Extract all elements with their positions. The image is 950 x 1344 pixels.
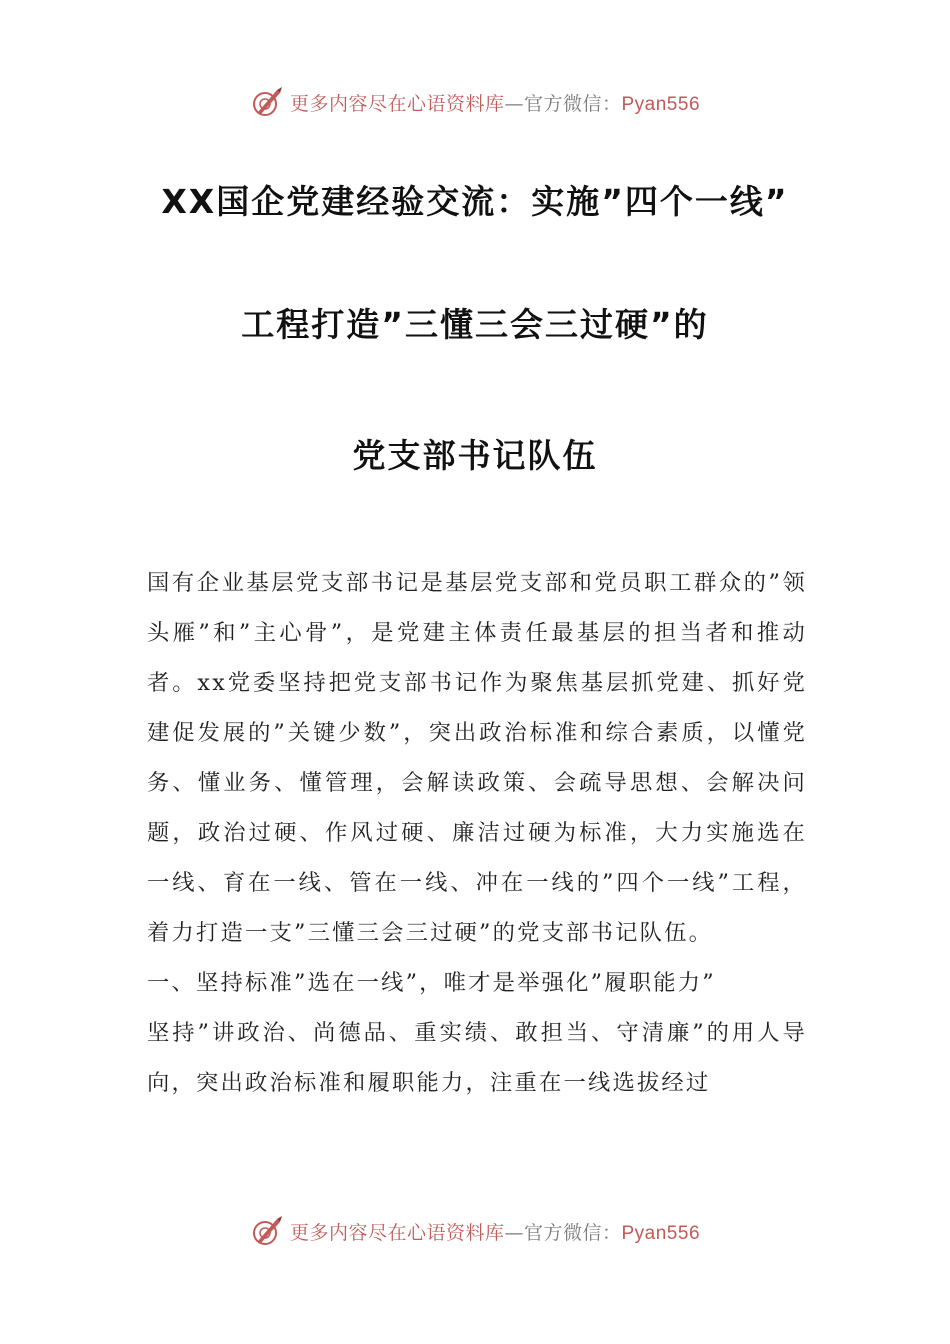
quill-pen-icon bbox=[250, 1214, 284, 1248]
header-watermark bbox=[0, 82, 950, 122]
watermark-text: 更多内容尽在心语资料库—官方微信：Pyan556 bbox=[289, 1221, 701, 1244]
intro-paragraph: 国有企业基层党支部书记是基层党支部和党员职工群众的”领头雁”和”主心骨”，是党建主体责任最基层的担当者和推动者。xx党委坚持把党支部书记作为聚焦基层抓党建、抓好党建促发展的”关键少数”，突出政治标准和综合素质，以懂党务、懂业务、懂管理，会解读政策、会疏导思想、会解决问题，政治过硬、作风过硬、廉洁过硬为标准，大力实施选在一线、育在一线、管在一线、冲在一线的”四个一线”工程，着力打造一支”三懂三会三过硬”的党支部书记队伍。 bbox=[147, 570, 807, 946]
document-title-line-3: 党支部书记队伍 bbox=[352, 436, 598, 475]
section-paragraph: 坚持”讲政治、尚德品、重实绩、敢担当、守清廉”的用人导向，突出政治标准和履职能力，注重在一线选拔经过 bbox=[147, 1020, 807, 1096]
watermark-text: 更多内容尽在心语资料库—官方微信：Pyan556 bbox=[289, 92, 701, 115]
quill-pen-icon bbox=[250, 85, 284, 119]
section-heading: 一、坚持标准”选在一线”，唯才是举强化”履职能力” bbox=[147, 970, 716, 996]
footer-watermark bbox=[0, 1211, 950, 1251]
document-body bbox=[147, 558, 807, 1108]
document-title-line-2: 工程打造”三懂三会三过硬”的 bbox=[241, 305, 709, 344]
document-title-line-1: XX国企党建经验交流：实施”四个一线” bbox=[161, 182, 789, 221]
